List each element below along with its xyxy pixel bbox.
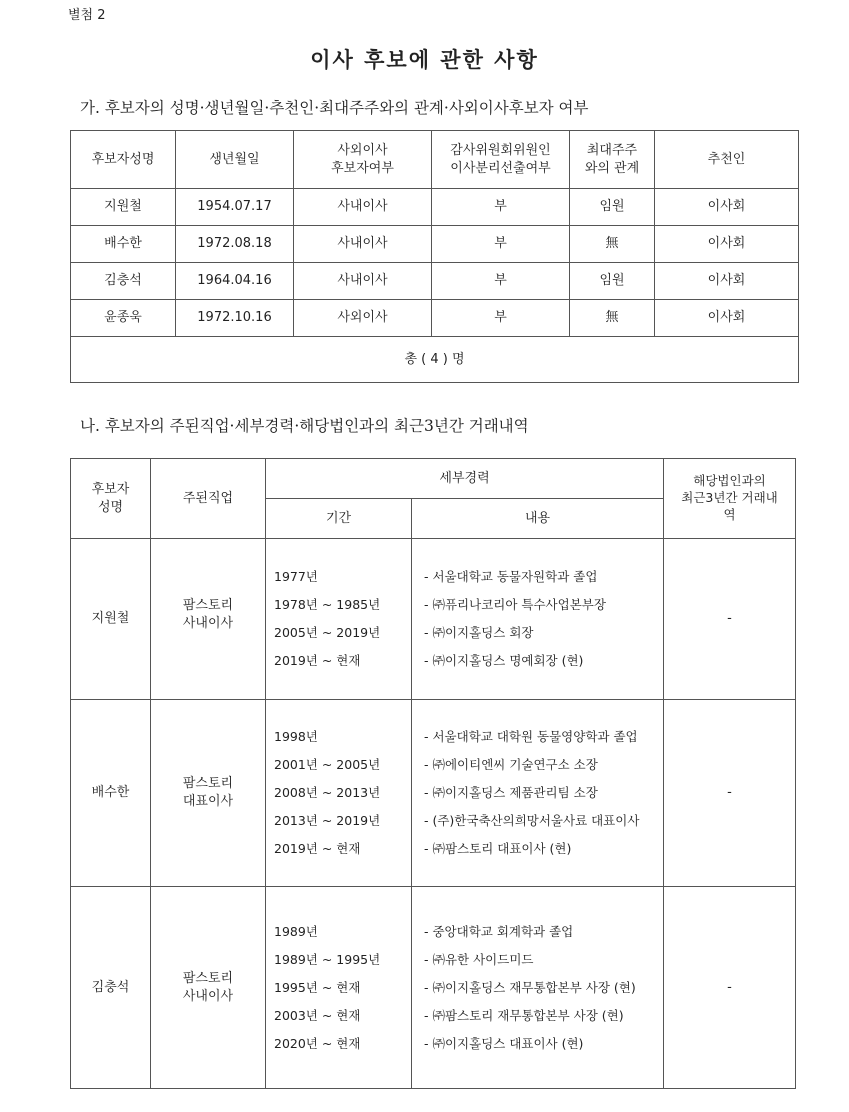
cell-outside: 사내이사 <box>294 263 432 300</box>
table-row <box>71 189 799 226</box>
cell-outside: 사외이사 <box>294 300 432 337</box>
header-content: 내용 <box>412 499 664 539</box>
cell-name: 김충석 <box>71 263 176 300</box>
header-career: 세부경력 <box>266 459 664 499</box>
cell-relation: 無 <box>570 300 655 337</box>
content-line: - ㈜에이티엔씨 기술연구소 소장 <box>424 757 598 772</box>
cell-transactions: - <box>664 700 796 887</box>
job-line: 팜스토리 <box>182 776 234 792</box>
content-line: - ㈜이지홀딩스 명예회장 (현) <box>424 653 584 668</box>
header-recommender: 추천인 <box>655 131 799 189</box>
cell-period <box>266 539 412 700</box>
candidate-summary-table <box>70 130 799 383</box>
table-header-row <box>71 131 799 189</box>
section2-heading: 나. 후보자의 주된직업·세부경력·해당법인과의 최근3년간 거래내역 <box>80 417 529 435</box>
cell-birth: 1972.08.18 <box>176 226 294 263</box>
header-line: 역 <box>723 506 736 522</box>
period-line: 2005년 ~ 2019년 <box>274 625 381 640</box>
cell-outside: 사내이사 <box>294 226 432 263</box>
header-line: 최대주주 <box>586 142 638 158</box>
job-line: 사내이사 <box>182 615 234 631</box>
cell-name: 배수한 <box>71 700 151 887</box>
cell-birth: 1954.07.17 <box>176 189 294 226</box>
period-line: 1977년 <box>274 569 318 584</box>
period-line: 1978년 ~ 1985년 <box>274 597 381 612</box>
cell-name: 지원철 <box>71 189 176 226</box>
job-line: 대표이사 <box>182 794 234 809</box>
header-outside-director <box>294 131 432 189</box>
content-line: - ㈜유한 사이드미드 <box>424 951 534 967</box>
total-row <box>71 337 799 383</box>
table-row <box>71 226 799 263</box>
cell-content <box>412 700 664 887</box>
cell-outside: 사내이사 <box>294 189 432 226</box>
table-row <box>71 539 796 700</box>
job-line: 팜스토리 <box>182 970 234 986</box>
header-audit-committee <box>432 131 570 189</box>
cell-transactions: - <box>664 887 796 1089</box>
table-row <box>71 263 799 300</box>
header-candidate-name <box>71 459 151 539</box>
table-row <box>71 700 796 887</box>
cell-audit: 부 <box>432 226 570 263</box>
attachment-label: 별첨 2 <box>68 8 106 23</box>
cell-name: 지원철 <box>71 539 151 700</box>
header-line: 후보자 <box>91 481 130 497</box>
content-line: - ㈜퓨리나코리아 특수사업본부장 <box>424 597 606 612</box>
page-title: 이사 후보에 관한 사항 <box>310 48 539 72</box>
cell-transactions: - <box>664 539 796 700</box>
period-line: 1989년 ~ 1995년 <box>274 951 381 967</box>
cell-period <box>266 887 412 1089</box>
table-header-row <box>71 459 796 499</box>
period-line: 2008년 ~ 2013년 <box>274 785 381 800</box>
cell-audit: 부 <box>432 300 570 337</box>
cell-content <box>412 539 664 700</box>
header-relation <box>570 131 655 189</box>
header-main-job: 주된직업 <box>151 459 266 539</box>
content-line: - 서울대학교 동물자원학과 졸업 <box>424 569 598 584</box>
period-line: 2003년 ~ 현재 <box>274 1007 361 1023</box>
header-line: 성명 <box>97 499 124 515</box>
period-line: 1995년 ~ 현재 <box>274 979 361 995</box>
section1-heading: 가. 후보자의 성명·생년월일·추천인·최대주주와의 관계·사외이사후보자 여부 <box>80 99 589 117</box>
header-line: 이사분리선출여부 <box>450 160 551 176</box>
header-line: 감사위원회위원인 <box>450 142 551 158</box>
content-line: - ㈜팜스토리 대표이사 (현) <box>424 841 572 856</box>
header-line: 최근3년간 거래내 <box>681 490 778 506</box>
content-line: - 중앙대학교 회계학과 졸업 <box>424 923 574 939</box>
header-transactions <box>664 459 796 539</box>
period-line: 2013년 ~ 2019년 <box>274 813 381 828</box>
content-line: - ㈜이지홀딩스 회장 <box>424 625 534 640</box>
content-line: - 서울대학교 대학원 동물영양학과 졸업 <box>424 729 638 744</box>
cell-audit: 부 <box>432 189 570 226</box>
cell-name: 김충석 <box>71 887 151 1089</box>
cell-recommender: 이사회 <box>655 300 799 337</box>
job-line: 사내이사 <box>182 988 234 1004</box>
cell-name: 배수한 <box>71 226 176 263</box>
header-line: 해당법인과의 <box>693 473 766 489</box>
period-line: 2019년 ~ 현재 <box>274 653 361 668</box>
header-period: 기간 <box>266 499 412 539</box>
header-line: 사외이사 <box>337 142 388 158</box>
period-line: 2019년 ~ 현재 <box>274 841 361 856</box>
cell-recommender: 이사회 <box>655 226 799 263</box>
cell-name: 윤종욱 <box>71 300 176 337</box>
career-detail-table <box>70 458 796 1089</box>
cell-birth: 1964.04.16 <box>176 263 294 300</box>
content-line: - ㈜이지홀딩스 재무통합본부 사장 (현) <box>424 979 636 995</box>
period-line: 2020년 ~ 현재 <box>274 1035 361 1051</box>
cell-relation: 임원 <box>570 189 655 226</box>
header-line: 후보자여부 <box>331 160 394 176</box>
total-count: 총 ( 4 ) 명 <box>71 337 799 383</box>
period-line: 2001년 ~ 2005년 <box>274 757 381 772</box>
header-line: 와의 관계 <box>584 160 640 176</box>
cell-job <box>151 700 266 887</box>
cell-recommender: 이사회 <box>655 263 799 300</box>
content-line: - ㈜이지홀딩스 제품관리팀 소장 <box>424 785 598 800</box>
period-line: 1998년 <box>274 729 318 744</box>
header-name: 후보자성명 <box>71 131 176 189</box>
cell-job <box>151 887 266 1089</box>
content-line: - (주)한국축산의희망서울사료 대표이사 <box>424 813 640 828</box>
cell-recommender: 이사회 <box>655 189 799 226</box>
period-line: 1989년 <box>274 923 318 939</box>
content-line: - ㈜팜스토리 재무통합본부 사장 (현) <box>424 1007 624 1023</box>
job-line: 팜스토리 <box>182 598 234 613</box>
cell-audit: 부 <box>432 263 570 300</box>
table-row <box>71 887 796 1089</box>
cell-relation: 無 <box>570 226 655 263</box>
table-row <box>71 300 799 337</box>
header-birth: 생년월일 <box>176 131 294 189</box>
content-line: - ㈜이지홀딩스 대표이사 (현) <box>424 1035 584 1051</box>
cell-period <box>266 700 412 887</box>
cell-job <box>151 539 266 700</box>
cell-content <box>412 887 664 1089</box>
cell-birth: 1972.10.16 <box>176 300 294 337</box>
cell-relation: 임원 <box>570 263 655 300</box>
